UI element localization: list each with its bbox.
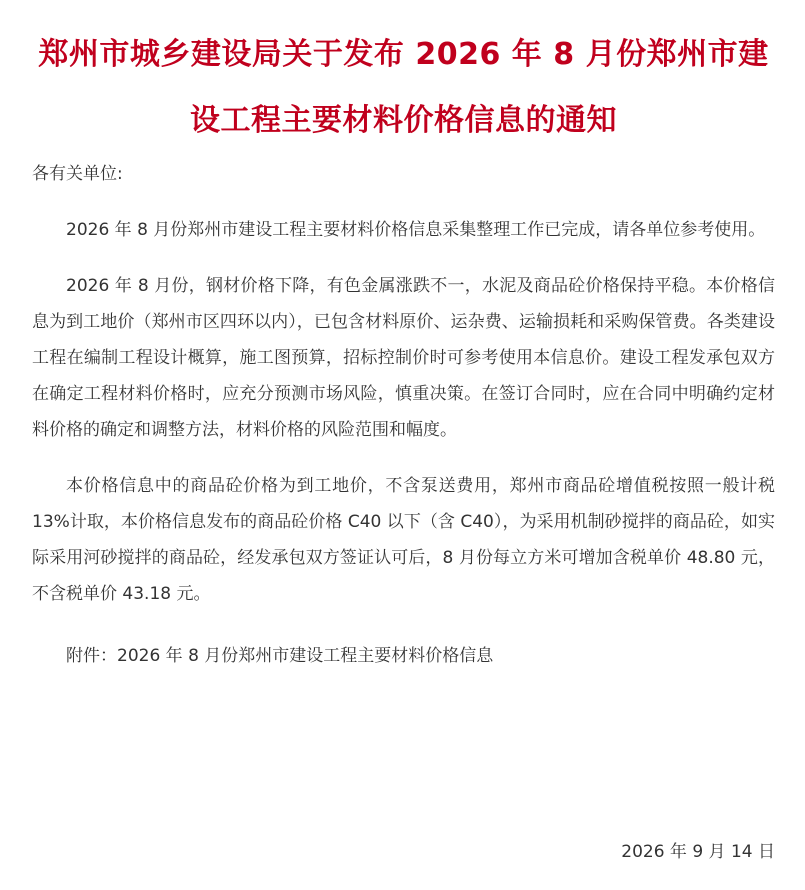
paragraph-price-overview: 2026 年 8 月份，钢材价格下降，有色金属涨跌不一，水泥及商品砼价格保持平稳。本价格信息为到工地价（郑州市区四环以内），已包含材料原价、运杂费、运输损耗和采购保管费。各类建设工程在编制工程设计概算，施工图预算，招标控制价时可参考使用本信息价。建设工程发承包双方在确定工程材料价格时，应充分预测市场风险，慎重决策。在签订合同时，应在合同中明确约定材料价格的确定和调整方法，材料价格的风险范围和幅度。 — [32, 276, 775, 440]
salutation: 各有关单位: — [32, 164, 123, 184]
notice-title — [32, 0, 775, 154]
attachment-note: 附件：2026 年 8 月份郑州市建设工程主要材料价格信息 — [66, 646, 494, 666]
notice-title-line-2: 设工程主要材料价格信息的通知 — [190, 103, 617, 138]
notice-title-line-1: 郑州市城乡建设局关于发布 2026 年 8 月份郑州市建 — [38, 37, 769, 72]
paragraph-completion: 2026 年 8 月份郑州市建设工程主要材料价格信息采集整理工作已完成，请各单位参考使用。 — [66, 220, 766, 240]
paragraph-concrete-pricing: 本价格信息中的商品砼价格为到工地价，不含泵送费用，郑州市商品砼增值税按照一般计税 13%计取，本价格信息发布的商品砼价格 C40 以下（含 C40），为采用机制砂搅拌的商品砼，如实际采用河砂搅拌的商品砼，经发承包双方签证认可后，8 月份每立方米可增加含税单价 48.80 元，不含税单价 43.18 元。 — [32, 476, 775, 604]
issue-date: 2026 年 9 月 14 日 — [621, 842, 775, 862]
